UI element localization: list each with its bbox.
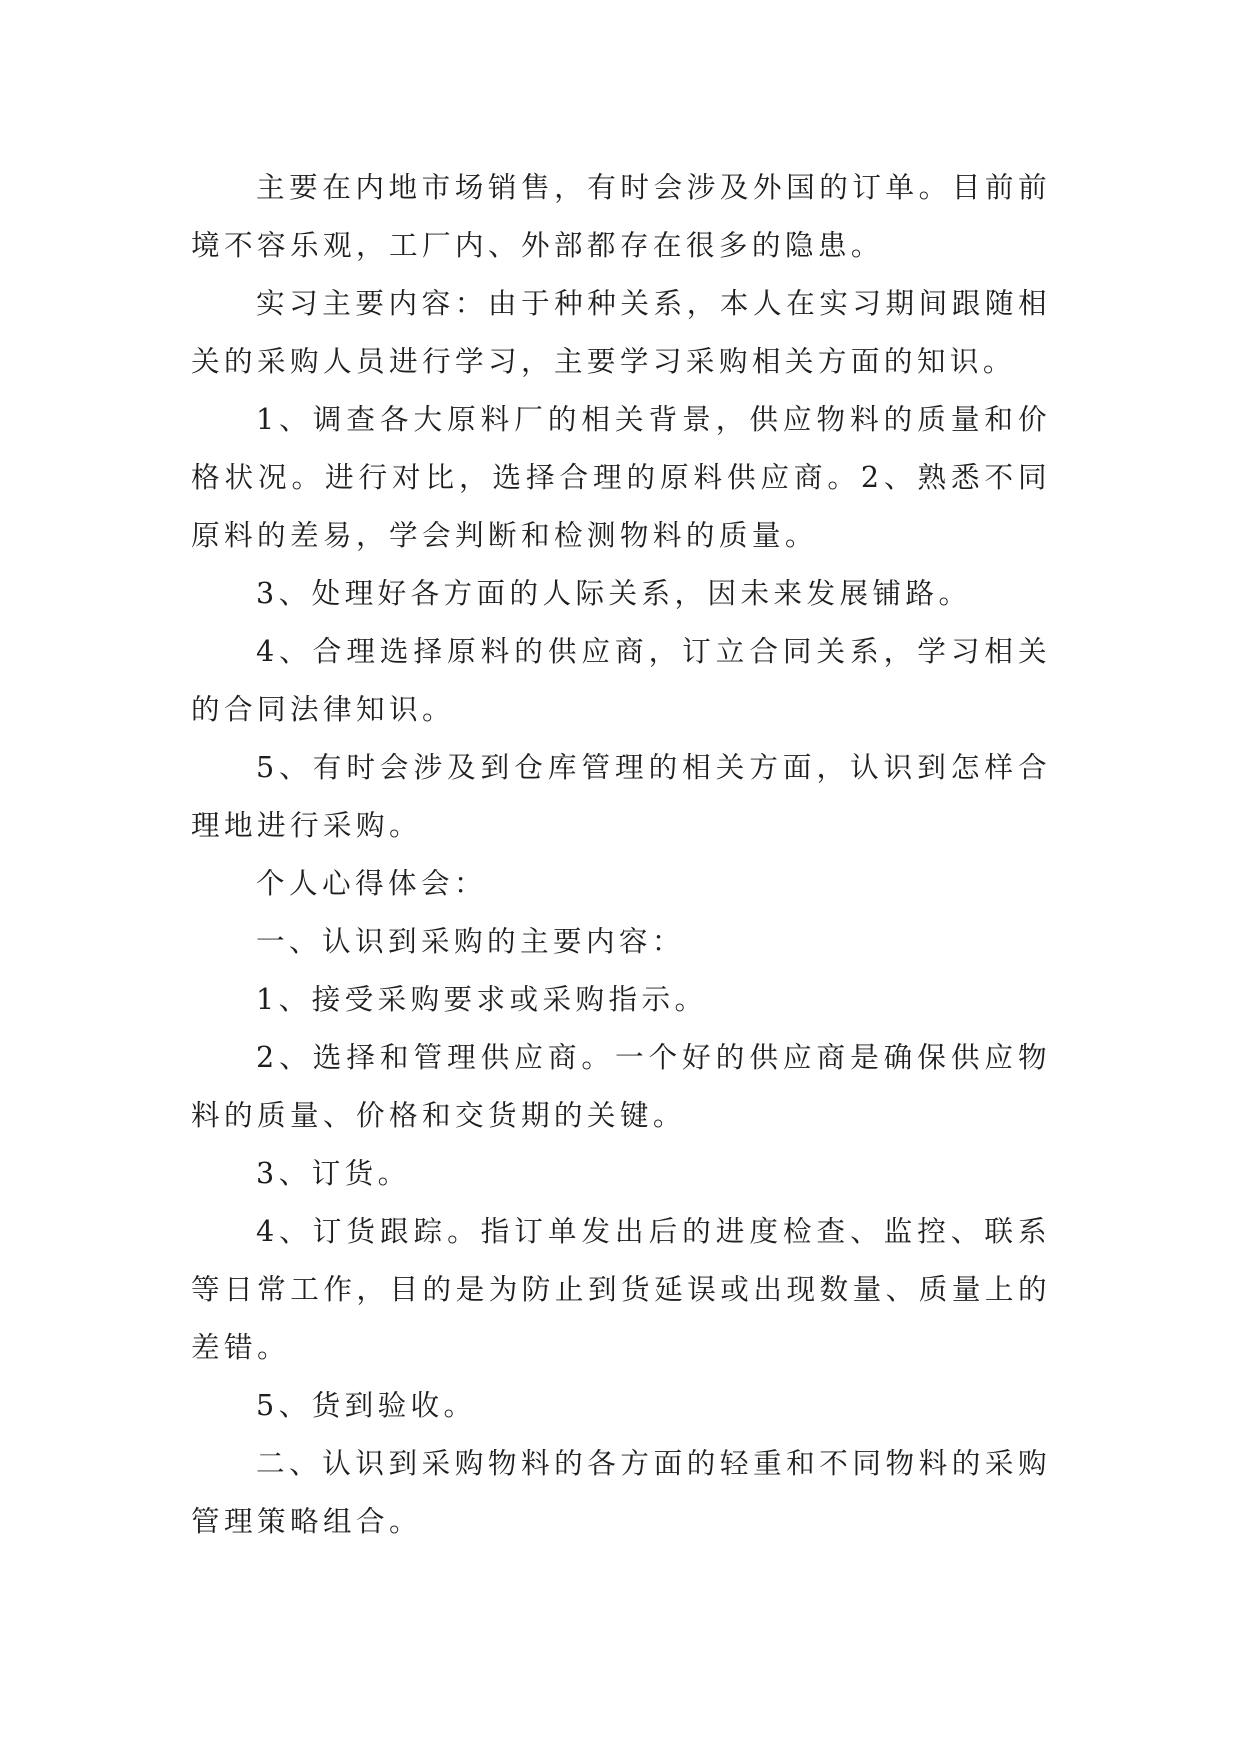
paragraph: 4、合理选择原料的供应商，订立合同关系，学习相关的合同法律知识。	[191, 634, 1051, 726]
paragraph: 二、认识到采购物料的各方面的轻重和不同物料的采购管理策略组合。	[191, 1446, 1051, 1538]
paragraph: 3、订货。	[256, 1156, 411, 1190]
paragraph: 1、接受采购要求或采购指示。	[256, 982, 708, 1016]
paragraph: 5、有时会涉及到仓库管理的相关方面，认识到怎样合理地进行采购。	[191, 750, 1051, 842]
paragraph: 1、调查各大原料厂的相关背景，供应物料的质量和价格状况。进行对比，选择合理的原料供应商。2、熟悉不同原料的差易，学会判断和检测物料的质量。	[191, 402, 1051, 552]
paragraph: 一、认识到采购的主要内容：	[256, 924, 685, 958]
paragraph: 实习主要内容：由于种种关系，本人在实习期间跟随相关的采购人员进行学习，主要学习采购相关方面的知识。	[191, 286, 1051, 378]
paragraph: 主要在内地市场销售，有时会涉及外国的订单。目前前境不容乐观，工厂内、外部都存在很多的隐患。	[191, 170, 1051, 262]
paragraph: 3、处理好各方面的人际关系，因未来发展铺路。	[256, 576, 972, 610]
paragraph: 2、选择和管理供应商。一个好的供应商是确保供应物料的质量、价格和交货期的关键。	[191, 1040, 1051, 1132]
document-body	[191, 158, 1051, 1550]
paragraph: 4、订货跟踪。指订单发出后的进度检查、监控、联系等日常工作，目的是为防止到货延误或出现数量、质量上的差错。	[191, 1214, 1051, 1364]
paragraph: 5、货到验收。	[256, 1388, 477, 1422]
paragraph: 个人心得体会：	[256, 866, 487, 900]
